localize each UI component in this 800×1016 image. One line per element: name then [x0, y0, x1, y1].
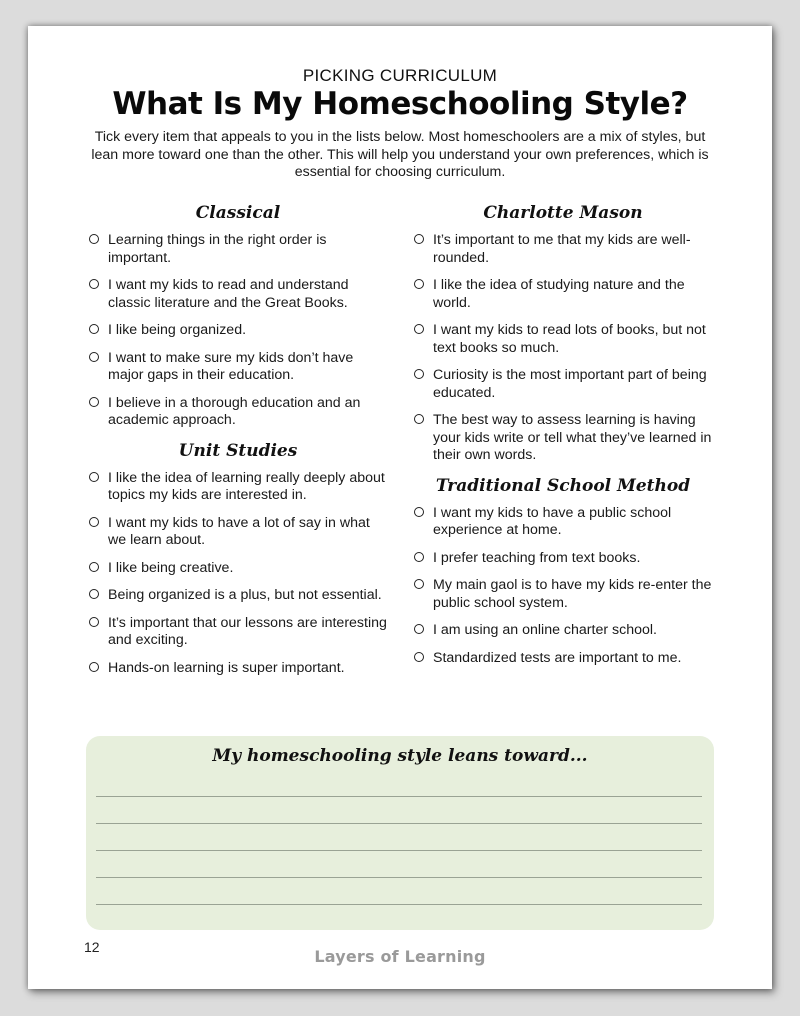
checklist-item[interactable]	[88, 350, 388, 385]
checkbox-circle-icon[interactable]	[414, 552, 424, 562]
checklist-item[interactable]	[88, 470, 388, 505]
checkbox-circle-icon[interactable]	[89, 617, 99, 627]
item-text: I believe in a thorough education and an academic approach.	[108, 394, 361, 428]
checklist-item[interactable]	[413, 367, 713, 402]
writing-line[interactable]	[96, 904, 702, 905]
item-text: I want to make sure my kids don’t have major gaps in their education.	[108, 349, 354, 383]
section-heading: Charlotte Mason	[483, 203, 643, 223]
item-text: My main gaol is to have my kids re-enter the public school system.	[433, 577, 712, 611]
checklist-item[interactable]	[413, 505, 713, 540]
checkbox-circle-icon[interactable]	[414, 652, 424, 662]
page-kicker: PICKING CURRICULUM	[302, 66, 498, 85]
section-heading: Classical	[195, 203, 281, 223]
item-text: Curiosity is the most important part of being educated.	[433, 367, 707, 401]
section-heading: Traditional School Method	[435, 475, 691, 496]
item-text: I like the idea of studying nature and the world.	[433, 277, 685, 311]
item-text: It’s important to me that my kids are well-rounded.	[433, 232, 691, 266]
checkbox-circle-icon[interactable]	[89, 234, 99, 244]
checkbox-circle-icon[interactable]	[89, 589, 99, 599]
item-text: I want my kids to have a lot of say in what we learn about.	[108, 514, 370, 548]
right-column	[413, 202, 713, 677]
checklist-item[interactable]	[88, 660, 388, 678]
checkbox-circle-icon[interactable]	[414, 234, 424, 244]
answer-heading: My homeschooling style leans toward...	[212, 746, 588, 766]
checkbox-circle-icon[interactable]	[414, 414, 424, 424]
left-column	[88, 202, 388, 687]
checkbox-circle-icon[interactable]	[89, 279, 99, 289]
checkbox-circle-icon[interactable]	[414, 279, 424, 289]
item-text: Hands-on learning is super important.	[108, 659, 345, 676]
item-text: I like being creative.	[108, 559, 234, 576]
item-text: I want my kids to read lots of books, but not text books so much.	[433, 322, 706, 356]
item-text: Being organized is a plus, but not essential.	[108, 587, 382, 603]
item-text: I want my kids to read and understand classic literature and the Great Books.	[108, 277, 349, 311]
checklist-item[interactable]	[88, 615, 388, 650]
checkbox-circle-icon[interactable]	[89, 324, 99, 334]
section-heading: Unit Studies	[178, 440, 298, 461]
checklist-item[interactable]	[413, 412, 713, 465]
checklist-item[interactable]	[88, 515, 388, 550]
checklist-item[interactable]	[413, 277, 713, 312]
checklist-item[interactable]	[88, 277, 388, 312]
answer-box[interactable]	[86, 736, 714, 930]
checklist-item[interactable]	[413, 322, 713, 357]
checklist-item[interactable]	[413, 550, 713, 568]
item-text: I like being organized.	[108, 322, 247, 338]
section-unit-studies	[88, 440, 388, 678]
checkbox-circle-icon[interactable]	[89, 562, 99, 572]
checkbox-circle-icon[interactable]	[414, 507, 424, 517]
writing-line[interactable]	[96, 823, 702, 824]
checklist-item[interactable]	[88, 232, 388, 267]
checklist-item[interactable]	[88, 587, 388, 605]
page-title: What Is My Homeschooling Style?	[112, 86, 688, 122]
page-number: 12	[84, 939, 100, 955]
section-traditional	[413, 475, 713, 668]
item-text: I am using an online charter school.	[433, 622, 657, 638]
item-text: I like the idea of learning really deeply about topics my kids are interested in.	[108, 469, 385, 503]
item-text: It’s important that our lessons are interesting and exciting.	[108, 614, 387, 648]
worksheet-page	[28, 26, 772, 989]
checklist-item[interactable]	[88, 322, 388, 340]
checklist-item[interactable]	[413, 232, 713, 267]
checkbox-circle-icon[interactable]	[414, 369, 424, 379]
brand-logo: Layers of Learning	[314, 947, 486, 966]
item-text: The best way to assess learning is having your kids write or tell what they’ve learned in their own words.	[433, 412, 712, 463]
writing-line[interactable]	[96, 850, 702, 851]
checkbox-circle-icon[interactable]	[89, 472, 99, 482]
item-text: I prefer teaching from text books.	[433, 549, 641, 566]
checklist-item[interactable]	[88, 560, 388, 578]
section-charlotte-mason	[413, 202, 713, 465]
checkbox-circle-icon[interactable]	[414, 579, 424, 589]
item-text: Standardized tests are important to me.	[433, 649, 682, 666]
checkbox-circle-icon[interactable]	[89, 352, 99, 362]
checklist-item[interactable]	[413, 650, 713, 668]
checkbox-circle-icon[interactable]	[89, 517, 99, 527]
checkbox-circle-icon[interactable]	[414, 324, 424, 334]
checklist-item[interactable]	[413, 622, 713, 640]
writing-line[interactable]	[96, 877, 702, 878]
intro-paragraph: Tick every item that appeals to you in the lists below. Most homeschoolers are a mix of styles, but lean more toward one than the other. This will help you understand your own preferences, which is essential for choosing curriculum.	[91, 129, 709, 180]
checklist-item[interactable]	[413, 577, 713, 612]
item-text: Learning things in the right order is important.	[108, 232, 327, 266]
writing-line[interactable]	[96, 796, 702, 797]
section-classical	[88, 202, 388, 430]
checkbox-circle-icon[interactable]	[89, 397, 99, 407]
checklist-item[interactable]	[88, 395, 388, 430]
item-text: I want my kids to have a public school experience at home.	[433, 504, 672, 538]
checkbox-circle-icon[interactable]	[89, 662, 99, 672]
checkbox-circle-icon[interactable]	[414, 624, 424, 634]
